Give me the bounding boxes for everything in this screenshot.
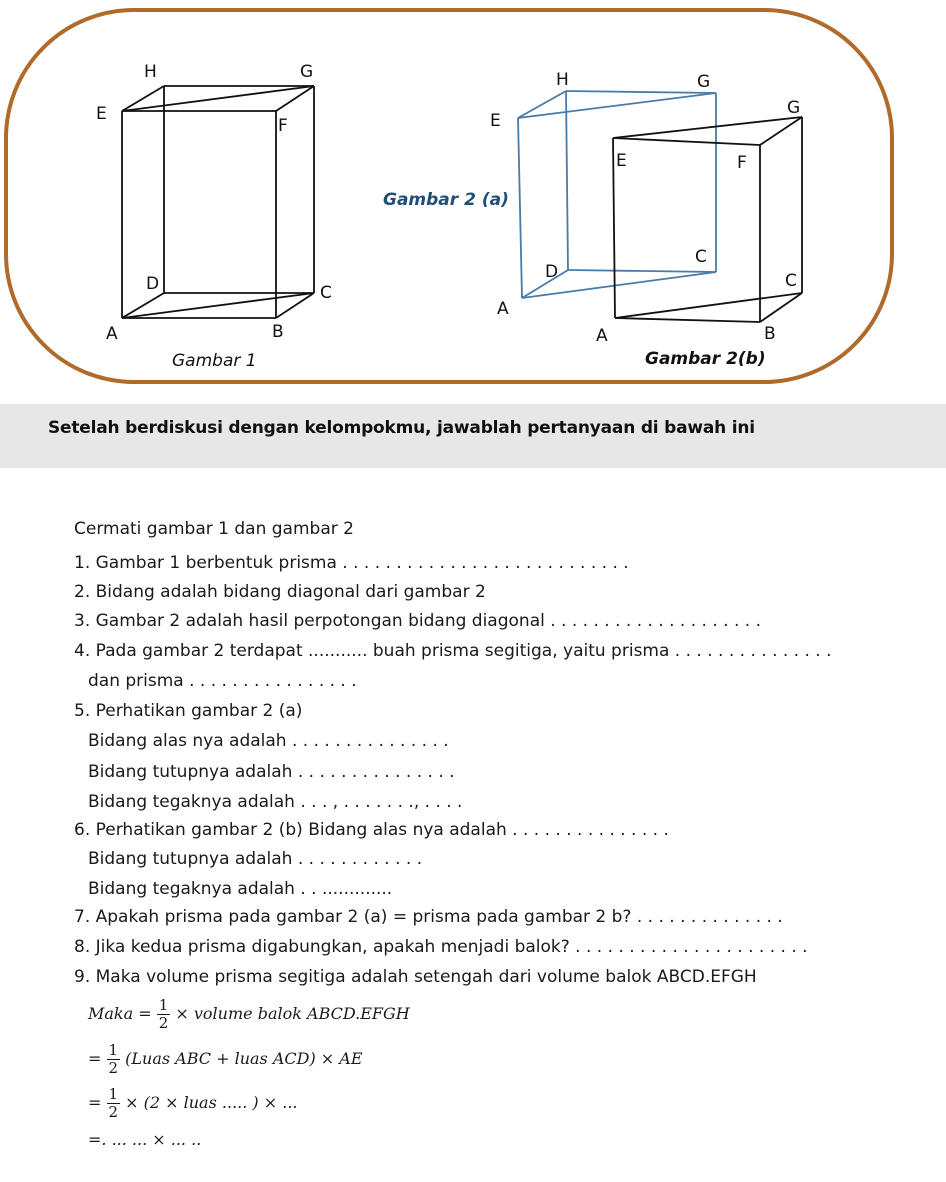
g2b-label-E: E bbox=[616, 151, 627, 171]
g1-label-D: D bbox=[146, 274, 160, 294]
g2b-label-C: C bbox=[785, 271, 797, 291]
question-2: 2. Bidang adalah bidang diagonal dari gambar 2 bbox=[74, 582, 486, 602]
formula-row-2-lead: = bbox=[88, 1049, 102, 1068]
question-7: 7. Apakah prisma pada gambar 2 (a) = prisma pada gambar 2 b? . . . . . . . . . . . . . . bbox=[74, 907, 783, 927]
formula-row-2-tail: (Luas ABC + luas ACD) × AE bbox=[125, 1049, 363, 1068]
question-6-tutup: Bidang tutupnya adalah . . . . . . . . . . . . bbox=[88, 849, 423, 869]
question-6: 6. Perhatikan gambar 2 (b) Bidang alas nya adalah . . . . . . . . . . . . . . . bbox=[74, 820, 669, 840]
g1-label-E: E bbox=[96, 104, 107, 124]
question-5: 5. Perhatikan gambar 2 (a) bbox=[74, 701, 303, 721]
g1-label-F: F bbox=[278, 116, 288, 136]
g2b-caption: Gambar 2(b) bbox=[645, 349, 766, 369]
figure-panel bbox=[0, 0, 946, 400]
formula-row-3-tail: × (2 × luas ..... ) × ... bbox=[125, 1093, 298, 1112]
g1-label-C: C bbox=[320, 283, 332, 303]
formula-row-3-lead: = bbox=[88, 1093, 102, 1112]
g2a-label-C: C bbox=[695, 247, 707, 267]
g1-label-H: H bbox=[144, 62, 157, 82]
prism-gambar-2b bbox=[613, 117, 802, 322]
question-4: 4. Pada gambar 2 terdapat ........... buah prisma segitiga, yaitu prisma . . . . . . . . . . . . . . . bbox=[74, 641, 832, 661]
formula-row-3 bbox=[88, 1087, 297, 1120]
formula-row-1-tail: × volume balok ABCD.EFGH bbox=[175, 1004, 410, 1023]
question-5-tutup: Bidang tutupnya adalah . . . . . . . . . . . . . . . bbox=[88, 762, 455, 782]
g2a-label-D: D bbox=[545, 262, 559, 282]
banner-text: Setelah berdiskusi dengan kelompokmu, jawablah pertanyaan di bawah ini bbox=[48, 418, 755, 438]
intro-text: Cermati gambar 1 dan gambar 2 bbox=[74, 519, 354, 539]
g1-label-G: G bbox=[300, 62, 314, 82]
g2b-label-G: G bbox=[787, 98, 801, 118]
g2a-label-H: H bbox=[556, 70, 569, 90]
g2a-label-A: A bbox=[497, 299, 509, 319]
question-1: 1. Gambar 1 berbentuk prisma . . . . . . . . . . . . . . . . . . . . . . . . . . . bbox=[74, 553, 629, 573]
question-5-tegak: Bidang tegaknya adalah . . . , . . . . . . ., . . . . bbox=[88, 792, 463, 812]
question-5-alas: Bidang alas nya adalah . . . . . . . . . . . . . . . bbox=[88, 731, 449, 751]
g1-label-B: B bbox=[272, 322, 284, 342]
fraction-half: $\frac{1}{2}$ bbox=[108, 1085, 119, 1121]
g2b-label-F: F bbox=[737, 153, 747, 173]
question-9: 9. Maka volume prisma segitiga adalah setengah dari volume balok ABCD.EFGH bbox=[74, 967, 757, 987]
g2a-label-E: E bbox=[490, 111, 501, 131]
g1-caption: Gambar 1 bbox=[172, 351, 257, 371]
formula-row-1-lead: Maka = bbox=[88, 1004, 152, 1023]
question-4-continued: dan prisma . . . . . . . . . . . . . . . . bbox=[88, 671, 357, 691]
fraction-half: $\frac{1}{2}$ bbox=[158, 996, 169, 1032]
question-3: 3. Gambar 2 adalah hasil perpotongan bidang diagonal . . . . . . . . . . . . . . . . . . . . bbox=[74, 611, 761, 631]
question-8: 8. Jika kedua prisma digabungkan, apakah menjadi balok? . . . . . . . . . . . . . . . . . . . . . . bbox=[74, 937, 808, 957]
formula-row-1 bbox=[88, 998, 410, 1031]
question-6-tegak: Bidang tegaknya adalah . . ............. bbox=[88, 879, 393, 899]
formula-row-2 bbox=[88, 1043, 363, 1076]
formula-row-4: =. ... ... × ... .. bbox=[88, 1130, 202, 1149]
g1-label-A: A bbox=[106, 324, 118, 344]
g2b-label-B: B bbox=[764, 324, 776, 344]
g2a-label-G: G bbox=[697, 72, 711, 92]
g2a-caption: Gambar 2 (a) bbox=[383, 190, 509, 210]
fraction-half: $\frac{1}{2}$ bbox=[108, 1041, 119, 1077]
g2b-label-A: A bbox=[596, 326, 608, 346]
